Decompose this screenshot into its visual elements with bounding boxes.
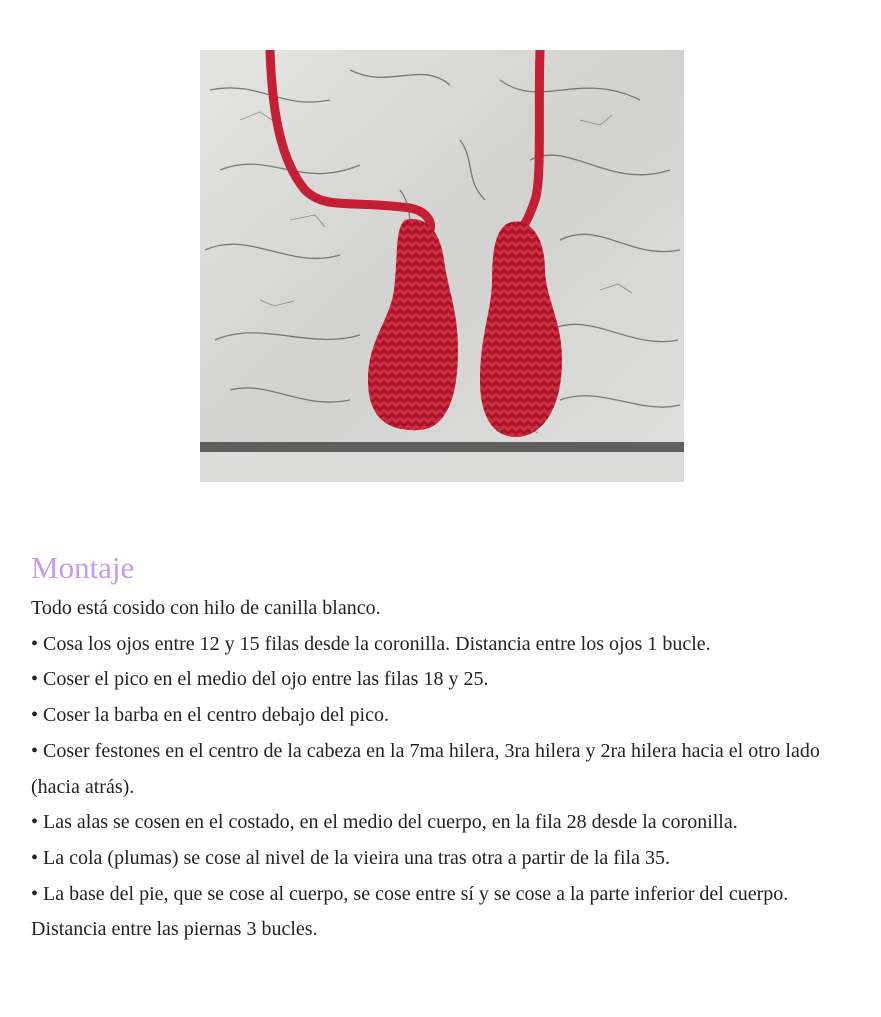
crochet-feet-photo	[200, 50, 684, 482]
section-title: Montaje	[31, 550, 135, 585]
instruction-item: • Coser la barba en el centro debajo del pico.	[31, 704, 389, 727]
instruction-item: • La cola (plumas) se cose al nivel de la vieira una tras otra a partir de la fila 35.	[31, 846, 670, 869]
intro-paragraph: Todo está cosido con hilo de canilla blanco.	[31, 597, 381, 619]
instruction-item: • La base del pie, que se cose al cuerpo, se cose entre sí y se cose a la parte inferior del cuerpo. Distancia entre las piernas 3 bucles.	[31, 882, 789, 941]
instructions-body	[31, 591, 861, 948]
instruction-item: • Coser festones en el centro de la cabeza en la 7ma hilera, 3ra hilera y 2ra hilera hacia el otro lado (hacia atrás).	[31, 739, 820, 798]
instruction-item: • Cosa los ojos entre 12 y 15 filas desde la coronilla. Distancia entre los ojos 1 bucle.	[31, 632, 711, 655]
instruction-item: • Coser el pico en el medio del ojo entre las filas 18 y 25.	[31, 668, 489, 691]
instruction-item: • Las alas se cosen en el costado, en el medio del cuerpo, en la fila 28 desde la coronilla.	[31, 811, 738, 834]
